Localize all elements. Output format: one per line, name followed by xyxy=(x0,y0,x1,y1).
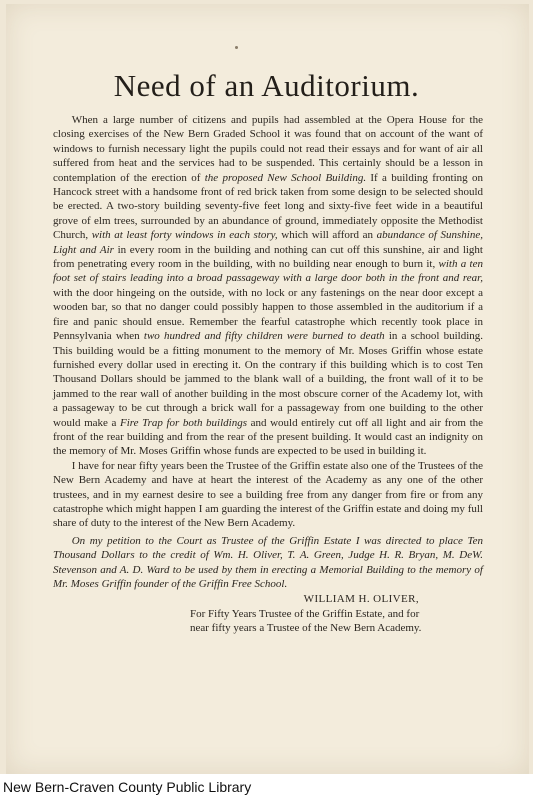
signature-role-line-2: near fifty years a Trustee of the New Bern Academy. xyxy=(190,622,422,635)
body-text: which will afford an xyxy=(277,229,377,242)
emphasis-text: the proposed New School Building. xyxy=(204,171,367,184)
emphasis-text: two hundred and fifty children were burned to death xyxy=(143,330,385,343)
body-text: in a school building. This building would be a fitting monument to the memory of Mr. Moses Griffin whose estate furnished every dollar used in erecting it. On the contrary if this building which is to cost Ten Thousand Dollars should be jammed to the blank wall of a building, the front wall of it to be jammed to the rear wall of another building in the most obscure corner of the Academy lot, with a passageway to be cut through a brick wall for a passageway from one building to the other would make a xyxy=(53,330,484,429)
paragraph-intro xyxy=(53,113,483,459)
body-text: and would entirely cut off all light and air from the front of the rear building and from the rear of the present building. It would cast an indignity on the memory of Mr. Moses Griffin whose funds are expected to be used in building it. xyxy=(53,416,484,458)
emphasis-text: with at least forty windows in each story, xyxy=(91,229,278,242)
library-credit-bar xyxy=(0,774,533,800)
document-title: Need of an Auditorium. xyxy=(113,68,420,103)
body-text: with the door hingeing on the outside, with no lock or any fastenings on the near door except a wooden bar, so that no danger could possibly happen to those assembled in the auditorium if a fire and panic should ensue. Remember the fearful catastrophe which recently took place in Pennsylvania when xyxy=(53,286,483,343)
library-credit: New Bern-Craven County Public Library xyxy=(3,779,252,795)
paper-speck xyxy=(235,46,238,49)
signature-role-line-1: For Fifty Years Trustee of the Griffin Estate, and for xyxy=(190,607,420,620)
paragraph-trustee: I have for near fifty years been the Trustee of the Griffin estate also one of the Trustees of the New Bern Academy and have at heart the interest of the Academy as any one of the other trustees, and in my earnest desire to see a building free from any danger from fire or from any catastrophe which might happen I am guarding the interest of the Griffin estate and doing my full share of duty to the interest of the New Bern Academy. xyxy=(53,459,483,530)
signature-name: WILLIAM H. OLIVER, xyxy=(303,593,419,606)
emphasis-text: Fire Trap for both buildings xyxy=(119,416,248,429)
body-text: in every room in the building and nothing can cut off this sunshine, air and light from penetrating every room in the building, with no building near enough to burn it, xyxy=(53,243,483,271)
body-text: When a large number of citizens and pupils had assembled at the Opera House for the closing exercises of the New Bern Graded School it was found that on account of the want of windows to furnish necessary light the pupils could not read their essays and for want of air all suffered from heat and the services had to be suspended. This certainly should be a lesson in contemplation of the erection of xyxy=(53,114,483,184)
paragraph-petition: On my petition to the Court as Trustee of the Griffin Estate I was directed to place Ten Thousand Dollars to the credit of Wm. H. Oliver, T. A. Green, Judge H. R. Bryan, M. DeW. Stevenson and A. D. Ward to be used by them in erecting a Memorial Building to the memory of Mr. Moses Griffin founder of the Griffin Free School. xyxy=(53,534,483,590)
body-text: If a building fronting on Hancock street with a handsome front of red brick taken from some design to be selected should be erected. A two-story building seventy-five feet long and sixty-five feet wide in a beautiful grove of elm trees, surrounded by an abundance of ground, immediately opposite the Methodist Church, xyxy=(53,171,483,242)
emphasis-text: abundance of Sunshine, Light and Air xyxy=(53,229,483,256)
signature-block xyxy=(53,592,483,635)
emphasis-text: with a ten foot set of stairs leading into a broad passageway with a large door both in the front and rear, xyxy=(53,258,483,285)
document-body xyxy=(53,113,483,636)
